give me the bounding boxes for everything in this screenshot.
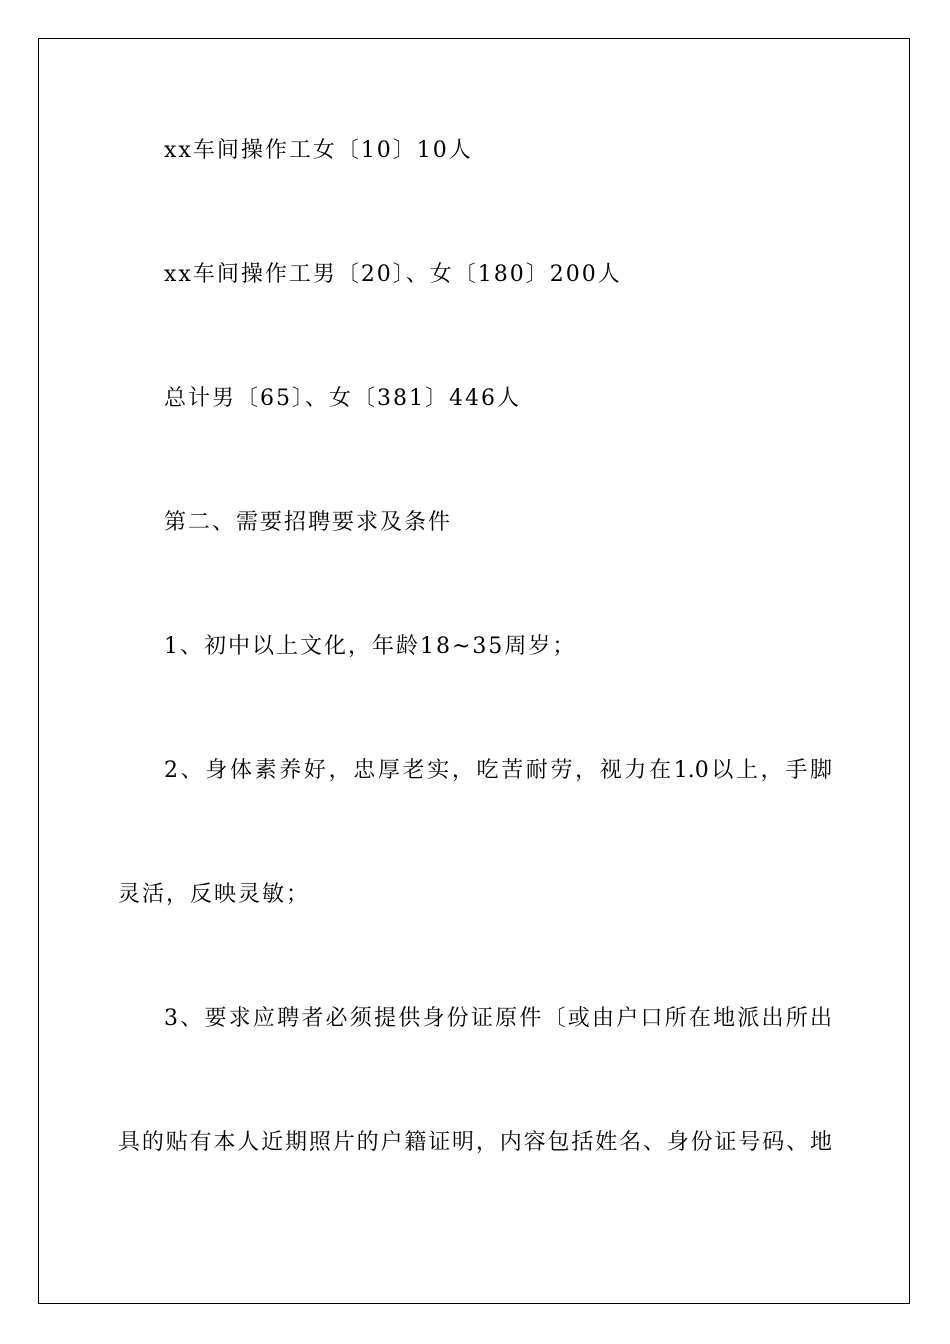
text-line-staff-count-2: xx车间操作工男〔20〕、女〔180〕200人 (164, 262, 622, 287)
requirement-item-3-cont: 具的贴有本人近期照片的户籍证明，内容包括姓名、身份证号码、地 (118, 1130, 832, 1155)
text-line-staff-count-1: xx车间操作工女〔10〕10人 (164, 138, 473, 163)
requirement-item-1: 1、初中以上文化，年龄18~35周岁； (164, 634, 577, 659)
page-border (38, 38, 910, 1304)
requirement-item-2-cont: 灵活，反映灵敏； (118, 882, 311, 907)
text-line-staff-total: 总计男〔65〕、女〔381〕446人 (164, 386, 521, 411)
section-heading-requirements: 第二、需要招聘要求及条件 (164, 510, 453, 535)
requirement-item-2: 2、身体素养好，忠厚老实，吃苦耐劳，视力在1.0以上，手脚 (164, 758, 832, 783)
requirement-item-3: 3、要求应聘者必须提供身份证原件〔或由户口所在地派出所出 (164, 1006, 832, 1031)
